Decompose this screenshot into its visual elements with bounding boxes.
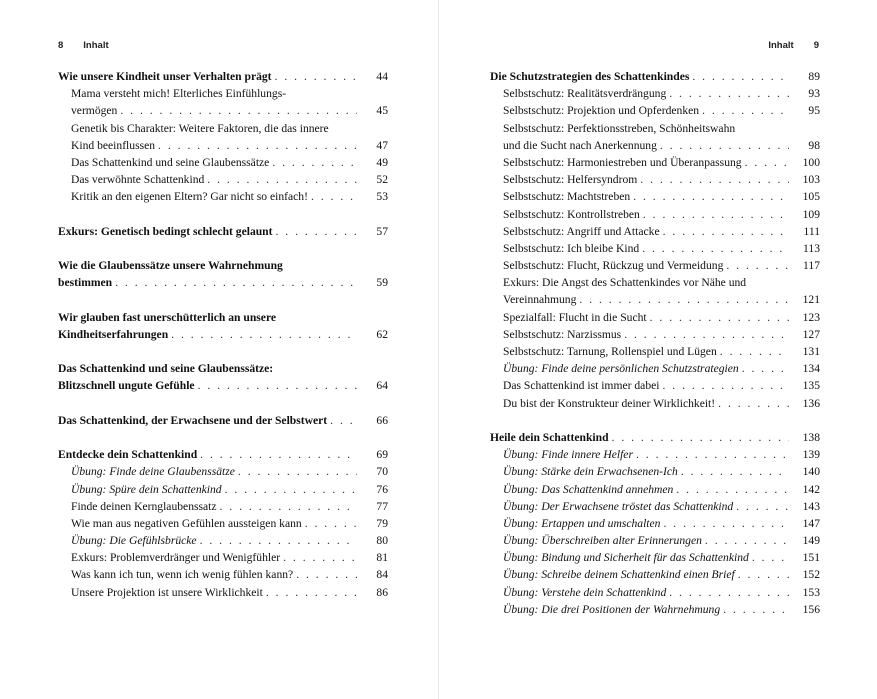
toc-column-left xyxy=(58,68,388,601)
dot-leader xyxy=(200,532,357,549)
dot-leader xyxy=(643,206,789,223)
dot-leader xyxy=(738,566,789,583)
toc-chapter-entry[interactable] xyxy=(58,274,388,291)
toc-entry[interactable] xyxy=(490,326,820,343)
dot-leader xyxy=(642,240,789,257)
toc-entry[interactable] xyxy=(490,291,820,308)
dot-leader xyxy=(225,481,357,498)
toc-entry-title: Das Schattenkind und seine Glaubenssätze: xyxy=(58,362,274,376)
toc-entry-title: Das Schattenkind und seine Glaubenssätze xyxy=(71,155,270,169)
toc-entry-title: Selbstschutz: Machtstreben xyxy=(503,190,631,204)
toc-page-number: 59 xyxy=(376,276,388,290)
toc-entry-title: Übung: Schreibe deinem Schattenkind einen Brief xyxy=(503,568,735,582)
toc-exercise-entry[interactable] xyxy=(490,481,820,498)
toc-entry-title: Du bist der Konstrukteur deiner Wirklichkeit! xyxy=(503,396,716,410)
dot-leader xyxy=(283,549,357,566)
dot-leader xyxy=(650,309,789,326)
toc-entry-title: Selbstschutz: Flucht, Rückzug und Vermeidung xyxy=(503,259,724,273)
toc-page-number: 138 xyxy=(802,430,820,444)
toc-entry[interactable] xyxy=(58,584,388,601)
toc-entry-title: Selbstschutz: Harmoniestreben und Überanpassung xyxy=(503,155,742,169)
dot-leader xyxy=(669,584,789,601)
toc-entry-title: Finde deinen Kernglaubenssatz xyxy=(71,499,217,513)
toc-exercise-entry[interactable] xyxy=(490,446,820,463)
toc-page-number: 143 xyxy=(802,499,820,513)
toc-page-number: 95 xyxy=(808,104,820,118)
dot-leader xyxy=(579,291,789,308)
dot-leader xyxy=(720,343,789,360)
toc-page-number: 86 xyxy=(376,585,388,599)
dot-leader xyxy=(266,584,357,601)
toc-entry[interactable] xyxy=(490,274,820,291)
toc-entry-title: Selbstschutz: Tarnung, Rollenspiel und Lügen xyxy=(503,345,717,358)
dot-leader xyxy=(662,377,789,394)
toc-entry-title: Das Schattenkind ist immer dabei xyxy=(503,379,660,393)
dot-leader xyxy=(676,481,789,498)
toc-page-number: 66 xyxy=(376,413,388,427)
dot-leader xyxy=(207,171,357,188)
toc-exercise-entry[interactable] xyxy=(490,549,820,566)
toc-entry-title: Übung: Das Schattenkind annehmen xyxy=(503,482,674,496)
toc-entry-title: Selbstschutz: Projektion und Opferdenken xyxy=(503,104,700,118)
toc-entry[interactable] xyxy=(490,395,820,412)
toc-entry[interactable] xyxy=(58,85,388,102)
dot-leader xyxy=(705,532,789,549)
dot-leader xyxy=(624,326,789,343)
toc-spacer xyxy=(58,395,388,412)
dot-leader xyxy=(660,137,789,154)
toc-entry-title: und die Sucht nach Anerkennung xyxy=(503,138,657,152)
toc-entry[interactable] xyxy=(490,171,820,188)
toc-exercise-entry[interactable] xyxy=(490,498,820,515)
running-title: Inhalt xyxy=(83,40,109,51)
toc-entry-title: Selbstschutz: Helfersyndrom xyxy=(503,173,638,187)
toc-exercise-entry[interactable] xyxy=(490,584,820,601)
toc-exercise-entry[interactable] xyxy=(490,601,820,618)
toc-exercise-entry[interactable] xyxy=(490,566,820,583)
toc-entry-title: Exkurs: Genetisch bedingt schlecht gelaunt xyxy=(58,224,273,238)
toc-entry-title: Übung: Ertappen und umschalten xyxy=(503,516,661,530)
toc-page-number: 57 xyxy=(376,224,388,238)
toc-entry[interactable] xyxy=(490,102,820,119)
dot-leader xyxy=(220,498,357,515)
toc-entry-title: Selbstschutz: Kontrollstreben xyxy=(503,207,640,221)
toc-page-number: 151 xyxy=(802,551,820,565)
dot-leader xyxy=(311,188,357,205)
toc-entry[interactable] xyxy=(490,206,820,223)
running-head-left xyxy=(58,40,109,51)
toc-entry-title: Übung: Die drei Positionen der Wahrnehmung xyxy=(503,602,721,616)
toc-spacer xyxy=(490,412,820,429)
toc-chapter-entry[interactable] xyxy=(58,377,388,394)
toc-entry-title: Genetik bis Charakter: Weitere Faktoren, die das innere xyxy=(71,121,329,135)
toc-entry-title: Kritik an den eigenen Eltern? Gar nicht so einfach! xyxy=(71,190,308,204)
dot-leader xyxy=(692,68,789,85)
dot-leader xyxy=(276,223,358,240)
toc-page-number: 47 xyxy=(376,138,388,152)
toc-page-number: 49 xyxy=(376,155,388,169)
toc-page-number: 153 xyxy=(802,585,820,599)
toc-entry[interactable] xyxy=(490,309,820,326)
toc-entry[interactable] xyxy=(490,223,820,240)
toc-page-number: 156 xyxy=(802,602,820,616)
toc-page-number: 52 xyxy=(376,173,388,187)
toc-entry-title: Übung: Der Erwachsene tröstet das Schattenkind xyxy=(503,499,734,513)
toc-page-number: 53 xyxy=(376,190,388,204)
toc-page-number: 64 xyxy=(376,379,388,393)
toc-page-number: 103 xyxy=(802,173,820,187)
toc-page-number: 69 xyxy=(376,448,388,462)
toc-entry[interactable] xyxy=(490,188,820,205)
toc-entry-title: Übung: Finde deine persönlichen Schutzstrategien xyxy=(503,362,739,376)
toc-entry-title: Übung: Finde innere Helfer xyxy=(503,448,633,462)
toc-page-number: 77 xyxy=(376,499,388,513)
toc-page-number: 147 xyxy=(802,516,820,530)
toc-exercise-entry[interactable] xyxy=(490,515,820,532)
toc-chapter-entry[interactable] xyxy=(58,326,388,343)
right-page xyxy=(439,0,877,699)
toc-entry[interactable] xyxy=(490,120,820,137)
toc-exercise-entry[interactable] xyxy=(490,360,820,377)
dot-leader xyxy=(115,274,357,291)
dot-leader xyxy=(198,377,357,394)
toc-entry[interactable] xyxy=(58,188,388,205)
toc-spacer xyxy=(58,343,388,360)
toc-entry-title: Unsere Projektion ist unsere Wirklichkeit xyxy=(71,585,263,599)
toc-chapter-entry[interactable] xyxy=(58,412,388,429)
toc-entry-title: Übung: Überschreiben alter Erinnerungen xyxy=(503,534,702,548)
toc-chapter-entry[interactable] xyxy=(58,446,388,463)
dot-leader xyxy=(681,463,789,480)
toc-entry[interactable] xyxy=(490,85,820,102)
dot-leader xyxy=(718,395,789,412)
toc-entry[interactable] xyxy=(58,171,388,188)
toc-entry-title: Wie unsere Kindheit unser Verhalten prägt xyxy=(58,70,272,83)
toc-page-number: 44 xyxy=(376,70,388,83)
toc-exercise-entry[interactable] xyxy=(58,481,388,498)
toc-page-number: 100 xyxy=(802,155,820,169)
toc-entry-title: Das Schattenkind, der Erwachsene und der Selbstwert xyxy=(58,413,328,427)
toc-entry-title: Selbstschutz: Angriff und Attacke xyxy=(503,224,660,238)
running-head-right xyxy=(768,40,819,51)
toc-spacer xyxy=(58,240,388,257)
toc-page-number: 123 xyxy=(802,310,820,324)
toc-entry[interactable] xyxy=(490,377,820,394)
toc-page-number: 89 xyxy=(808,70,820,83)
toc-page-number: 117 xyxy=(803,259,820,273)
toc-entry-title: Kindheitserfahrungen xyxy=(58,327,169,341)
toc-page-number: 152 xyxy=(802,568,820,582)
toc-exercise-entry[interactable] xyxy=(490,532,820,549)
toc-entry-title: Kind beeinflussen xyxy=(71,138,156,152)
toc-entry[interactable] xyxy=(490,154,820,171)
toc-page-number: 80 xyxy=(376,534,388,548)
toc-spacer xyxy=(58,206,388,223)
toc-entry-title: Vereinnahmung xyxy=(503,293,577,307)
dot-leader xyxy=(120,102,357,119)
dot-leader xyxy=(633,188,789,205)
dot-leader xyxy=(636,446,789,463)
dot-leader xyxy=(663,515,789,532)
dot-leader xyxy=(736,498,789,515)
toc-column-right xyxy=(490,68,820,618)
toc-entry-title: Mama versteht mich! Elterliches Einfühlungs- xyxy=(71,87,287,101)
toc-entry[interactable] xyxy=(58,515,388,532)
toc-page-number: 142 xyxy=(802,482,820,496)
dot-leader xyxy=(663,223,789,240)
toc-entry-title: Wie die Glaubenssätze unsere Wahrnehmung xyxy=(58,259,283,273)
toc-page-number: 109 xyxy=(802,207,820,221)
dot-leader xyxy=(745,154,789,171)
toc-page-number: 70 xyxy=(376,465,388,479)
toc-entry-title: Was kann ich tun, wenn ich wenig fühlen kann? xyxy=(71,568,294,582)
dot-leader xyxy=(158,137,357,154)
toc-entry[interactable] xyxy=(490,137,820,154)
toc-entry-title: Wir glauben fast unerschütterlich an unsere xyxy=(58,310,277,324)
toc-entry-title: Heile dein Schattenkind xyxy=(490,430,609,444)
toc-exercise-entry[interactable] xyxy=(490,463,820,480)
toc-chapter-entry[interactable] xyxy=(490,429,820,446)
toc-page-number: 113 xyxy=(803,241,820,255)
toc-page-number: 45 xyxy=(376,104,388,118)
toc-chapter-entry[interactable] xyxy=(58,68,388,85)
dot-leader xyxy=(275,68,357,85)
toc-entry[interactable] xyxy=(490,257,820,274)
toc-page-number: 84 xyxy=(376,568,388,582)
dot-leader xyxy=(669,85,789,102)
toc-entry-title: Selbstschutz: Perfektionsstreben, Schönheitswahn xyxy=(503,121,736,135)
dot-leader xyxy=(200,446,357,463)
toc-chapter-entry[interactable] xyxy=(490,68,820,85)
toc-entry-title: Übung: Bindung und Sicherheit für das Schattenkind xyxy=(503,551,749,565)
dot-leader xyxy=(726,257,789,274)
toc-chapter-entry[interactable] xyxy=(58,309,388,326)
toc-entry-title: Die Schutzstrategien des Schattenkindes xyxy=(490,70,690,83)
toc-entry-title: Blitzschnell ungute Gefühle xyxy=(58,379,195,393)
dot-leader xyxy=(330,412,357,429)
dot-leader xyxy=(742,360,789,377)
toc-entry-title: Entdecke dein Schattenkind xyxy=(58,448,198,462)
dot-leader xyxy=(272,154,357,171)
toc-entry-title: Übung: Spüre dein Schattenkind xyxy=(71,482,222,496)
toc-page-number: 131 xyxy=(802,345,820,358)
toc-spacer xyxy=(58,291,388,308)
toc-entry-title: vermögen xyxy=(71,104,118,118)
toc-page-number: 111 xyxy=(803,224,820,238)
toc-page-number: 135 xyxy=(802,379,820,393)
toc-chapter-entry[interactable] xyxy=(58,257,388,274)
dot-leader xyxy=(305,515,357,532)
toc-entry-title: Übung: Die Gefühlsbrücke xyxy=(71,534,197,548)
toc-page-number: 140 xyxy=(802,465,820,479)
toc-entry[interactable] xyxy=(58,498,388,515)
toc-entry-title: Übung: Finde deine Glaubenssätze xyxy=(71,465,235,479)
toc-entry[interactable] xyxy=(58,154,388,171)
dot-leader xyxy=(640,171,789,188)
toc-page-number: 149 xyxy=(802,534,820,548)
toc-page-number: 79 xyxy=(376,516,388,530)
toc-entry[interactable] xyxy=(58,137,388,154)
toc-entry[interactable] xyxy=(58,120,388,137)
toc-entry[interactable] xyxy=(58,549,388,566)
toc-entry-title: Selbstschutz: Narzissmus xyxy=(503,327,622,341)
toc-page-number: 134 xyxy=(802,362,820,376)
toc-entry-title: Exkurs: Die Angst des Schattenkindes vor Nähe und xyxy=(503,276,747,290)
toc-entry-title: Übung: Stärke dein Erwachsenen-Ich xyxy=(503,465,678,479)
toc-entry-title: Selbstschutz: Realitätsverdrängung xyxy=(503,87,667,101)
toc-page-number: 105 xyxy=(802,190,820,204)
toc-entry-title: Selbstschutz: Ich bleibe Kind xyxy=(503,241,640,255)
toc-page-number: 93 xyxy=(808,87,820,101)
dot-leader xyxy=(702,102,789,119)
dot-leader xyxy=(752,549,789,566)
dot-leader xyxy=(723,601,789,618)
toc-entry-title: Spezialfall: Flucht in die Sucht xyxy=(503,310,647,324)
toc-entry[interactable] xyxy=(490,240,820,257)
toc-entry[interactable] xyxy=(490,343,820,360)
page-number: 9 xyxy=(813,40,819,51)
toc-entry-title: Wie man aus negativen Gefühlen aussteigen kann xyxy=(71,516,302,530)
toc-entry-title: Exkurs: Problemverdränger und Wenigfühler xyxy=(71,551,281,565)
running-title: Inhalt xyxy=(768,40,794,51)
toc-chapter-entry[interactable] xyxy=(58,360,388,377)
toc-chapter-entry[interactable] xyxy=(58,223,388,240)
toc-entry[interactable] xyxy=(58,102,388,119)
toc-page-number: 76 xyxy=(376,482,388,496)
toc-page-number: 62 xyxy=(376,327,388,341)
toc-exercise-entry[interactable] xyxy=(58,532,388,549)
dot-leader xyxy=(612,429,789,446)
toc-exercise-entry[interactable] xyxy=(58,463,388,480)
dot-leader xyxy=(296,566,357,583)
toc-page-number: 81 xyxy=(376,551,388,565)
toc-page-number: 98 xyxy=(808,138,820,152)
toc-page-number: 121 xyxy=(802,293,820,307)
toc-page-number: 136 xyxy=(802,396,820,410)
toc-entry-title: bestimmen xyxy=(58,276,113,290)
toc-page-number: 127 xyxy=(802,327,820,341)
toc-page-number: 139 xyxy=(802,448,820,462)
toc-entry-title: Übung: Verstehe dein Schattenkind xyxy=(503,585,667,599)
toc-entry[interactable] xyxy=(58,566,388,583)
toc-spacer xyxy=(58,429,388,446)
page-number: 8 xyxy=(58,40,64,51)
toc-entry-title: Das verwöhnte Schattenkind xyxy=(71,173,205,187)
dot-leader xyxy=(171,326,357,343)
dot-leader xyxy=(238,463,357,480)
